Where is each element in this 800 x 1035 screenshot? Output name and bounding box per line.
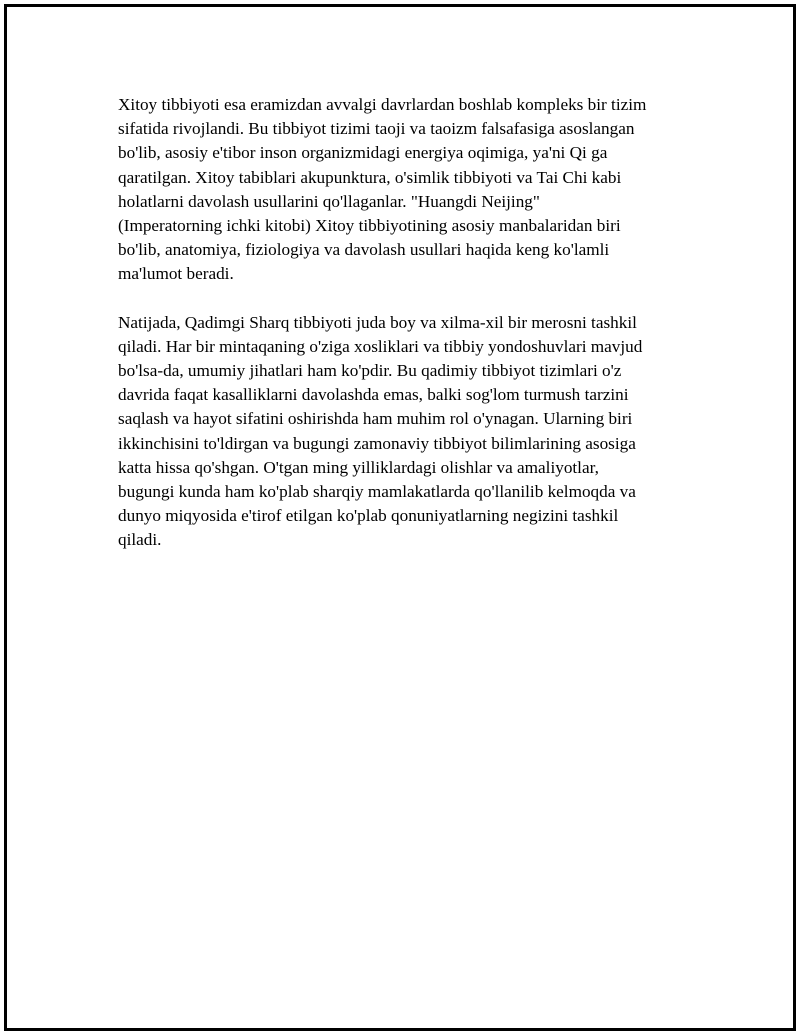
text-line: davrida faqat kasalliklarni davolashda emas, balki sog'lom turmush tarzini [118,385,629,405]
text-line: bugungi kunda ham ko'plab sharqiy mamlakatlarda qo'llanilib kelmoqda va [118,482,636,502]
text-line: holatlarni davolash usullarini qo'llaganlar. "Huangdi Neijing" [118,191,540,211]
text-line: ma'lumot beradi. [118,264,234,284]
text-line: qaratilgan. Xitoy tabiblari akupunktura, o'simlik tibbiyoti va Tai Chi kabi [118,167,622,187]
text-line: bo'lsa-da, umumiy jihatlari ham ko'pdir. Bu qadimiy tibbiyot tizimlari o'z [118,361,622,381]
text-line: saqlash va hayot sifatini oshirishda ham muhim rol o'ynagan. Ularning biri [118,409,633,429]
text-line: Natijada, Qadimgi Sharq tibbiyoti juda boy va xilma-xil bir merosni tashkil [118,312,637,332]
text-line: qiladi. Har bir mintaqaning o'ziga xosliklari va tibbiy yondoshuvlari mavjud [118,336,643,356]
text-line: katta hissa qo'shgan. O'tgan ming yilliklardagi olishlar va amaliyotlar, [118,457,599,477]
paragraph-1 [118,93,688,287]
text-line: Xitoy tibbiyoti esa eramizdan avvalgi davrlardan boshlab kompleks bir tizim [118,95,647,114]
text-line: dunyo miqyosida e'tirof etilgan ko'plab qonuniyatlarning negizini tashkil [118,506,619,526]
text-line: sifatida rivojlandi. Bu tibbiyot tizimi taoji va taoizm falsafasiga asoslangan [118,119,635,139]
text-line: qiladi. [118,530,162,550]
document-body [118,93,688,553]
text-line: bo'lib, asosiy e'tibor inson organizmidagi energiya oqimiga, ya'ni Qi ga [118,143,608,163]
text-line: bo'lib, anatomiya, fiziologiya va davolash usullari haqida keng ko'lamli [118,240,610,260]
text-line: ikkinchisini to'ldirgan va bugungi zamonaviy tibbiyot bilimlarining asosiga [118,433,636,453]
text-line: (Imperatorning ichki kitobi) Xitoy tibbiyotining asosiy manbalaridan biri [118,216,621,236]
paragraph-2 [118,311,688,553]
